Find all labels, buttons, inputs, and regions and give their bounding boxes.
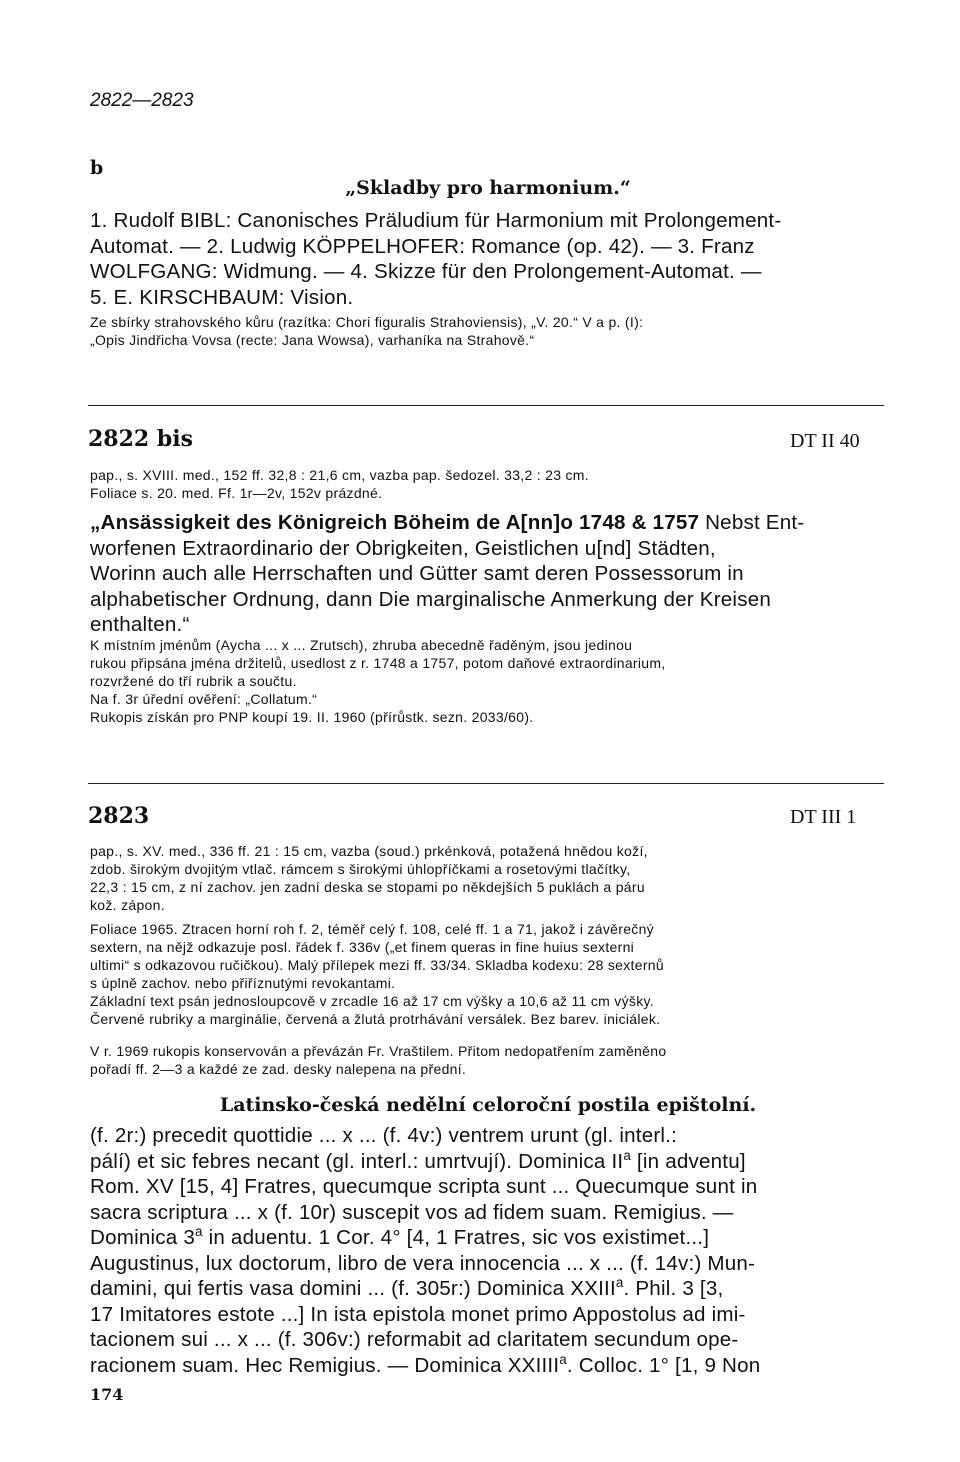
note-line: rozvržené do tří rubrik a součtu. bbox=[90, 673, 297, 689]
work-title-line: worfenen Extraordinario der Obrigkeiten, Geistlichen u[nd] Städten, bbox=[90, 536, 716, 560]
incipit-text bbox=[90, 1123, 890, 1378]
entry-number: 2822 bis bbox=[88, 426, 194, 452]
contents-line: WOLFGANG: Widmung. — 4. Skizze für den Prolongement-Automat. — bbox=[90, 260, 762, 283]
conservation-line: pořadí ff. 2—3 a každé ze zad. desky nalepena na přední. bbox=[90, 1061, 467, 1077]
superscript: a bbox=[615, 1275, 624, 1291]
entry-number: 2823 bbox=[88, 803, 150, 829]
foliation-line: Foliace 1965. Ztracen horní roh f. 2, téměř celý f. 108, celé ff. 1 a 71, jakož i závěrečný bbox=[90, 921, 654, 937]
text-line: pálí) et sic febres necant (gl. interl.: umrtvují). Dominica II bbox=[90, 1149, 624, 1173]
physical-line: kož. zápon. bbox=[90, 897, 165, 913]
foliation-notes bbox=[90, 920, 890, 1028]
contents-line: 5. E. KIRSCHBAUM: Vision. bbox=[90, 285, 354, 309]
work-title-line: alphabetischer Ordnung, dann Die marginalische Anmerkung der Kreisen bbox=[90, 587, 771, 611]
note-line: rukou připsána jména držitelů, usedlost z r. 1748 a 1757, potom daňové extraordinarium, bbox=[90, 655, 666, 671]
conservation-note bbox=[90, 1042, 890, 1078]
contents-line: 1. Rudolf BIBL: Canonisches Präludium für Harmonium mit Prolongement- bbox=[90, 209, 782, 232]
conservation-line: V r. 1969 rukopis konservován a převázán Fr. Vraštilem. Přitom nedopatřením zaměněno bbox=[90, 1043, 667, 1059]
physical-line: pap., s. XV. med., 336 ff. 21 : 15 cm, vazba (soud.) prkénková, potažená hnědou koží, bbox=[90, 843, 648, 859]
text-line-tail: [in adventu] bbox=[631, 1149, 746, 1173]
physical-line: Foliace s. 20. med. Ff. 1r—2v, 152v prázdné. bbox=[90, 485, 383, 501]
text-line-tail: . Colloc. 1° [1, 9 Non bbox=[566, 1353, 761, 1377]
foliation-line: sextern, na nějž odkazuje posl. řádek f. 336v („et finem queras in fine huius sexterni bbox=[90, 939, 635, 955]
superscript: a bbox=[195, 1224, 203, 1240]
text-line: racionem suam. Hec Remigius. — Dominica XXIIII bbox=[90, 1353, 560, 1377]
text-line: sacra scriptura ... x (f. 10r) suscepit vos ad fidem suam. Remigius. — bbox=[90, 1200, 734, 1224]
divider-rule bbox=[88, 783, 884, 784]
divider-rule bbox=[88, 405, 884, 406]
work-title-rest: Nebst Ent- bbox=[699, 511, 805, 534]
text-line: tacionem sui ... x ... (f. 306v:) reformabit ad claritatem secundum ope- bbox=[90, 1328, 739, 1351]
page-number: 174 bbox=[90, 1385, 124, 1404]
physical-description bbox=[90, 466, 890, 502]
physical-line: pap., s. XVIII. med., 152 ff. 32,8 : 21,6 cm, vazba pap. šedozel. 33,2 : 23 cm. bbox=[90, 467, 589, 483]
note-line: „Opis Jindřicha Vovsa (recte: Jana Wowsa), varhaníka na Strahově.“ bbox=[90, 332, 535, 348]
note-line: Na f. 3r úřední ověření: „Collatum.“ bbox=[90, 691, 318, 707]
section-contents bbox=[90, 208, 890, 310]
superscript: a bbox=[559, 1351, 567, 1367]
work-title-block bbox=[90, 510, 890, 638]
text-line: 17 Imitatores estote ...] In ista epistola monet primo Appostolus ad imi- bbox=[90, 1302, 746, 1326]
foliation-line: ultimi“ s odkazovou ručičkou). Malý přílepek mezi ff. 33/34. Skladba kodexu: 28 sexternů bbox=[90, 957, 664, 973]
note-line: Ze sbírky strahovského kůru (razítka: Chori figuralis Strahoviensis), „V. 20.“ V a p. (I): bbox=[90, 314, 644, 330]
text-line-tail: . Phil. 3 [3, bbox=[623, 1277, 724, 1300]
work-title-bold: „Ansässigkeit des Königreich Böheim de A[nn]o 1748 & 1757 bbox=[90, 511, 700, 534]
physical-line: zdob. širokým dvojitým vtlač. rámcem s širokými úhlopříčkami a rosetovými tlačítky, bbox=[90, 861, 631, 877]
shelfmark: DT III 1 bbox=[790, 806, 857, 828]
text-line: Dominica 3 bbox=[90, 1226, 196, 1249]
text-line-tail: in aduentu. 1 Cor. 4° [4, 1 Fratres, sic vos existimet...] bbox=[202, 1226, 710, 1249]
note-line: Rukopis získán pro PNP koupí 19. II. 1960 (přírůstk. sezn. 2033/60). bbox=[90, 709, 534, 725]
physical-line: 22,3 : 15 cm, z ní zachov. jen zadní deska se stopami po někdejších 5 puklách a páru bbox=[90, 879, 645, 895]
section-note bbox=[90, 313, 890, 349]
foliation-line: Červené rubriky a marginálie, červená a žlutá protrhávání versálek. Bez barev. iniciálek. bbox=[90, 1011, 661, 1027]
work-title: Latinsko-česká nedělní celoroční postila epištolní. bbox=[219, 1094, 757, 1116]
work-title-line: enthalten.“ bbox=[90, 613, 190, 636]
text-line: (f. 2r:) precedit quottidie ... x ... (f. 4v:) ventrem urunt (gl. interl.: bbox=[90, 1124, 678, 1147]
shelfmark: DT II 40 bbox=[790, 430, 860, 452]
section-title: „Skladby pro harmonium.“ bbox=[345, 177, 631, 199]
foliation-line: Základní text psán jednosloupcově v zrcadle 16 až 17 cm výšky a 10,6 až 11 cm výšky. bbox=[90, 993, 654, 1009]
contents-line: Automat. — 2. Ludwig KÖPPELHOFER: Romance (op. 42). — 3. Franz bbox=[90, 234, 755, 258]
note-line: K místním jménům (Aycha ... x ... Zrutsch), zhruba abecedně řaděným, jsou jedinou bbox=[90, 637, 633, 653]
entry-notes bbox=[90, 636, 890, 726]
text-line: damini, qui fertis vasa domini ... (f. 305r:) Dominica XXIII bbox=[90, 1277, 616, 1300]
foliation-line: s úplně zachov. nebo přiříznutými revokantami. bbox=[90, 975, 396, 991]
work-title-line: Worinn auch alle Herrschaften und Gütter samt deren Possessorum in bbox=[90, 562, 744, 585]
section-letter: b bbox=[90, 157, 104, 179]
running-head: 2822—2823 bbox=[90, 90, 194, 111]
superscript: a bbox=[623, 1147, 631, 1163]
physical-description bbox=[90, 842, 890, 914]
text-line: Rom. XV [15, 4] Fratres, quecumque scripta sunt ... Quecumque sunt in bbox=[90, 1175, 758, 1198]
text-line: Augustinus, lux doctorum, libro de vera innocencia ... x ... (f. 14v:) Mun- bbox=[90, 1251, 756, 1275]
